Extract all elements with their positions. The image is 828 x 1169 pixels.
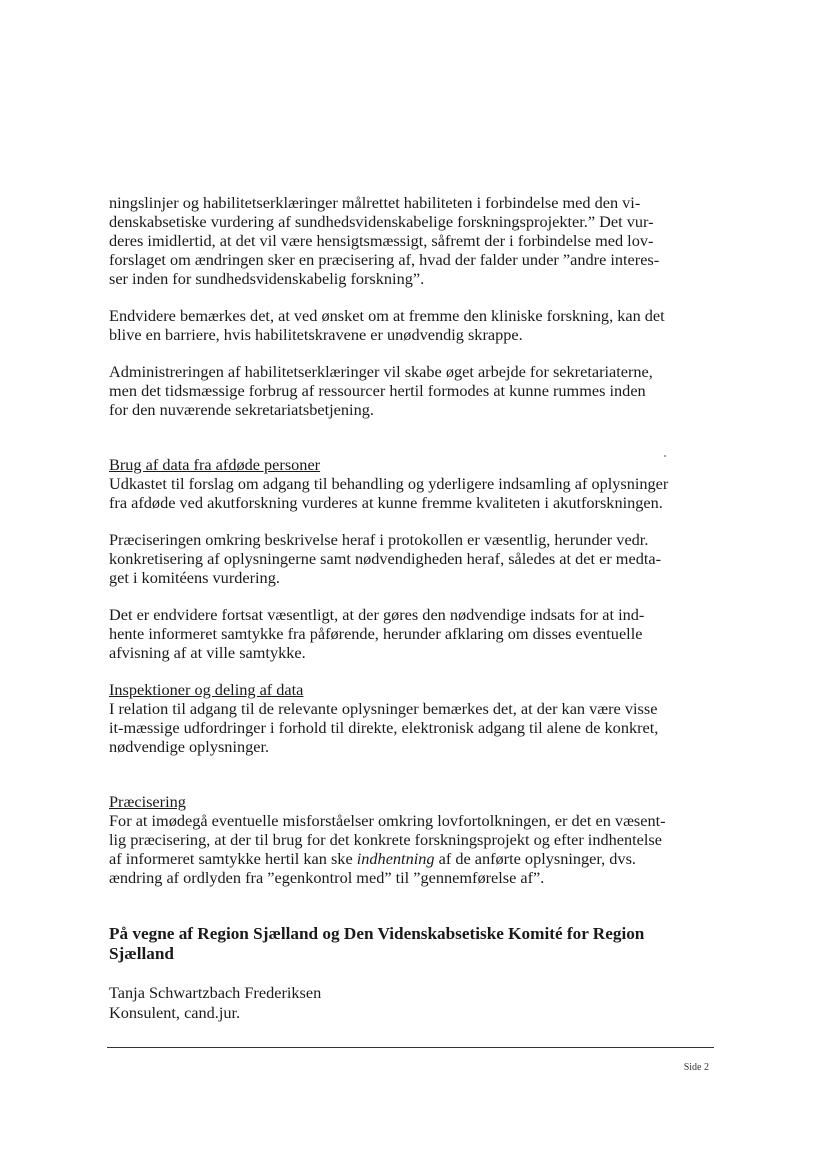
body-paragraph: ningslinjer og habilitetserklæringer målrettet habiliteten i forbindelse med den vi- denskabsetiske vurdering af sundhedsvidenskabelige forskningsprojekter.” Det vur- deres imidlertid, at det vil være hensigtsmæssigt, såfremt der i forbindelse med lov- forslaget om ændringen sker en præcisering af, hvad der falder under ”andre interes- ser inden for sundhedsvidenskabelig forskning”. <box>109 193 660 288</box>
body-paragraph: Præciseringen omkring beskrivelse heraf i protokollen er væsentlig, herunder vedr. konkretisering af oplysningerne samt nødvendigheden heraf, således at det er medta- get i komitéens vurdering. <box>109 530 662 587</box>
paragraph-text: For at imødegå eventuelle misforståelser omkring lovfortolkningen, er det en væsent- lig præcisering, at der til brug for det konkrete forskningsprojekt og efter indhentelse af informeret samtykke hertil kan ske <box>109 811 666 868</box>
body-paragraph <box>109 811 709 887</box>
page-number: Side 2 <box>683 1062 709 1073</box>
body-paragraph: I relation til adgang til de relevante oplysninger bemærkes det, at der kan være visse it-mæssige udfordringer i forhold til direkte, elektronisk adgang til alene de konkret, nødvendige oplysninger. <box>109 699 659 756</box>
body-paragraph: Endvidere bemærkes det, at ved ønsket om at fremme den kliniske forskning, kan det blive en barriere, hvis habilitetskravene er unødvendig skrappe. <box>109 306 665 344</box>
signature-block <box>109 924 719 1023</box>
section-heading-inspections: Inspektioner og deling af data <box>109 680 304 699</box>
scan-speck <box>664 455 666 457</box>
signatory-name: Tanja Schwartzbach Frederiksen <box>109 983 322 1002</box>
body-paragraph: Udkastet til forslag om adgang til behandling og yderligere indsamling af oplysninger fra afdøde ved akutforskning vurderes at kunne fremme kvaliteten i akutforskningen. <box>109 474 669 512</box>
on-behalf-heading: På vegne af Region Sjælland og Den Videnskabsetiske Komité for Region Sjælland <box>109 924 645 963</box>
paragraph-text: af de anførte oplysninger, dvs. ændring af ordlyden fra ”egenkontrol med” til ”gennemførelse af”. <box>109 849 636 887</box>
body-paragraph: Administreringen af habilitetserklæringer vil skabe øget arbejde for sekretariaterne, men det tidsmæssige forbrug af ressourcer hertil formodes at kunne rummes inden for den nuværende sekretariatsbetjening. <box>109 362 653 419</box>
emphasized-term: indhentning <box>356 849 435 868</box>
section-heading-clarification: Præcisering <box>109 792 186 811</box>
body-paragraph: Det er endvidere fortsat væsentligt, at der gøres den nødvendige indsats for at ind- hente informeret samtykke fra påførende, herunder afklaring om disses eventuelle afvisning af at ville samtykke. <box>109 605 645 662</box>
signatory-title: Konsulent, cand.jur. <box>109 1003 241 1022</box>
section-heading-deceased-data: Brug af data fra afdøde personer <box>109 455 321 474</box>
letter-body <box>109 193 709 905</box>
footer-divider <box>107 1047 714 1048</box>
